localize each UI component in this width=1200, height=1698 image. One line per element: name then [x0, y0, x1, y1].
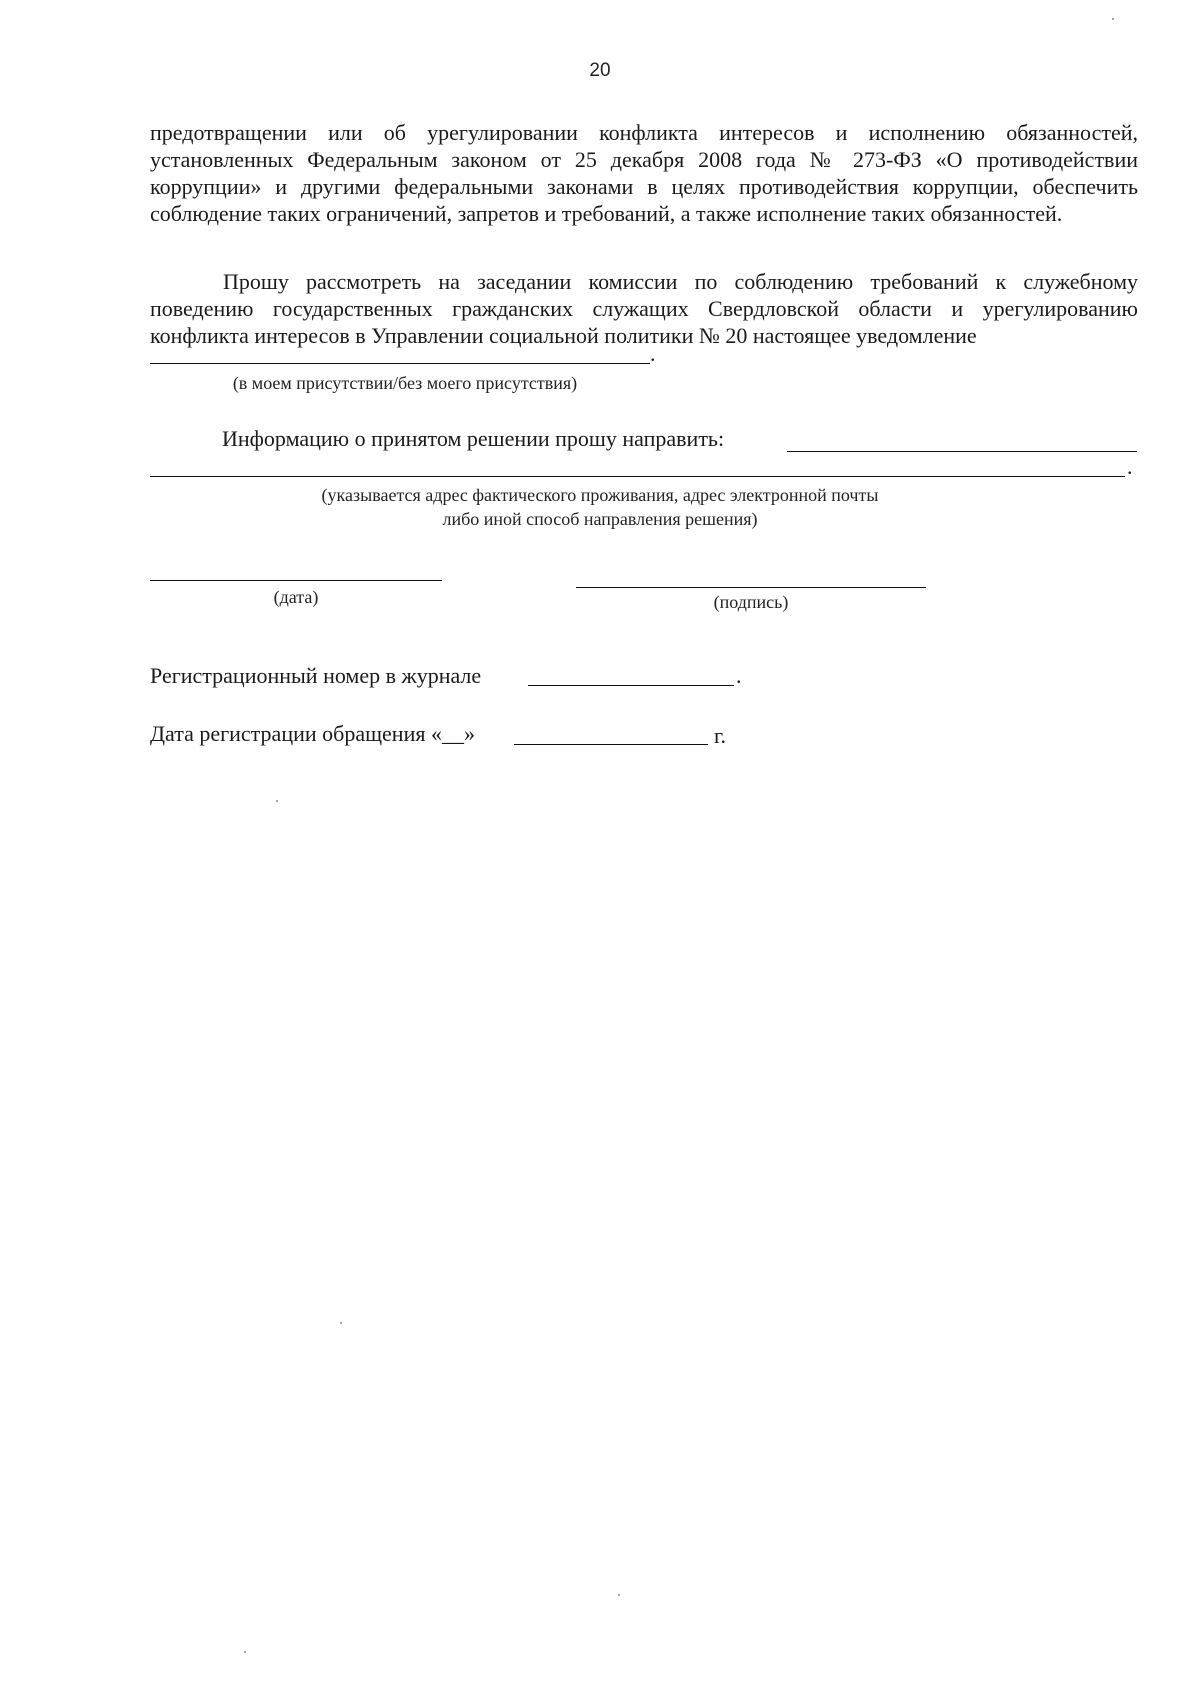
- presence-caption: (в моем присутствии/без моего присутствия): [232, 373, 578, 393]
- date-caption: (дата): [273, 587, 319, 607]
- signature-caption: (подпись): [713, 592, 789, 612]
- scan-speck: [276, 800, 278, 802]
- registration-number-fill-line[interactable]: [528, 685, 734, 686]
- address-fill-line[interactable]: [150, 476, 1125, 477]
- info-request-fill-line[interactable]: [787, 451, 1137, 452]
- scan-speck: [1112, 18, 1114, 20]
- address-caption-line2: либо иной способ направления решения): [442, 509, 758, 529]
- registration-date-year-suffix: г.: [714, 723, 727, 748]
- presence-line-period: .: [650, 341, 656, 366]
- paragraph-obligations: предотвращении или об урегулировании конфликта интересов и исполнению обязанностей, установленных Федеральным законом от 25 декабря 2008 года № 273-ФЗ «О противодействии коррупции» и другими федеральными законами в целях противодействия коррупции, обеспечить соблюдение таких ограничений, запретов и требований, а также исполнение таких обязанностей.: [150, 120, 1138, 226]
- info-request-label: Информацию о принятом решении прошу направить:: [222, 426, 725, 451]
- scan-speck: [618, 1594, 620, 1596]
- date-fill-line[interactable]: [150, 580, 442, 581]
- presence-fill-line[interactable]: [150, 363, 650, 364]
- paragraph-request-commission: Прошу рассмотреть на заседании комиссии по соблюдению требований к служебному поведению государственных гражданских служащих Свердловской области и урегулированию конфликта интересов в Управлении социальной политики № 20 настоящее уведомление: [150, 269, 1138, 348]
- address-line-period: .: [1127, 454, 1133, 479]
- registration-number-period: .: [736, 663, 742, 688]
- scan-speck: [244, 1651, 246, 1653]
- signature-fill-line[interactable]: [576, 587, 926, 588]
- scan-speck: [340, 1322, 342, 1324]
- registration-number-label: Регистрационный номер в журнале: [150, 663, 482, 688]
- address-caption-line1: (указывается адрес фактического проживания, адрес электронной почты: [321, 485, 879, 505]
- registration-date-fill-line[interactable]: [514, 744, 708, 745]
- page-number: 20: [589, 60, 611, 81]
- registration-date-label: Дата регистрации обращения «__»: [150, 721, 475, 746]
